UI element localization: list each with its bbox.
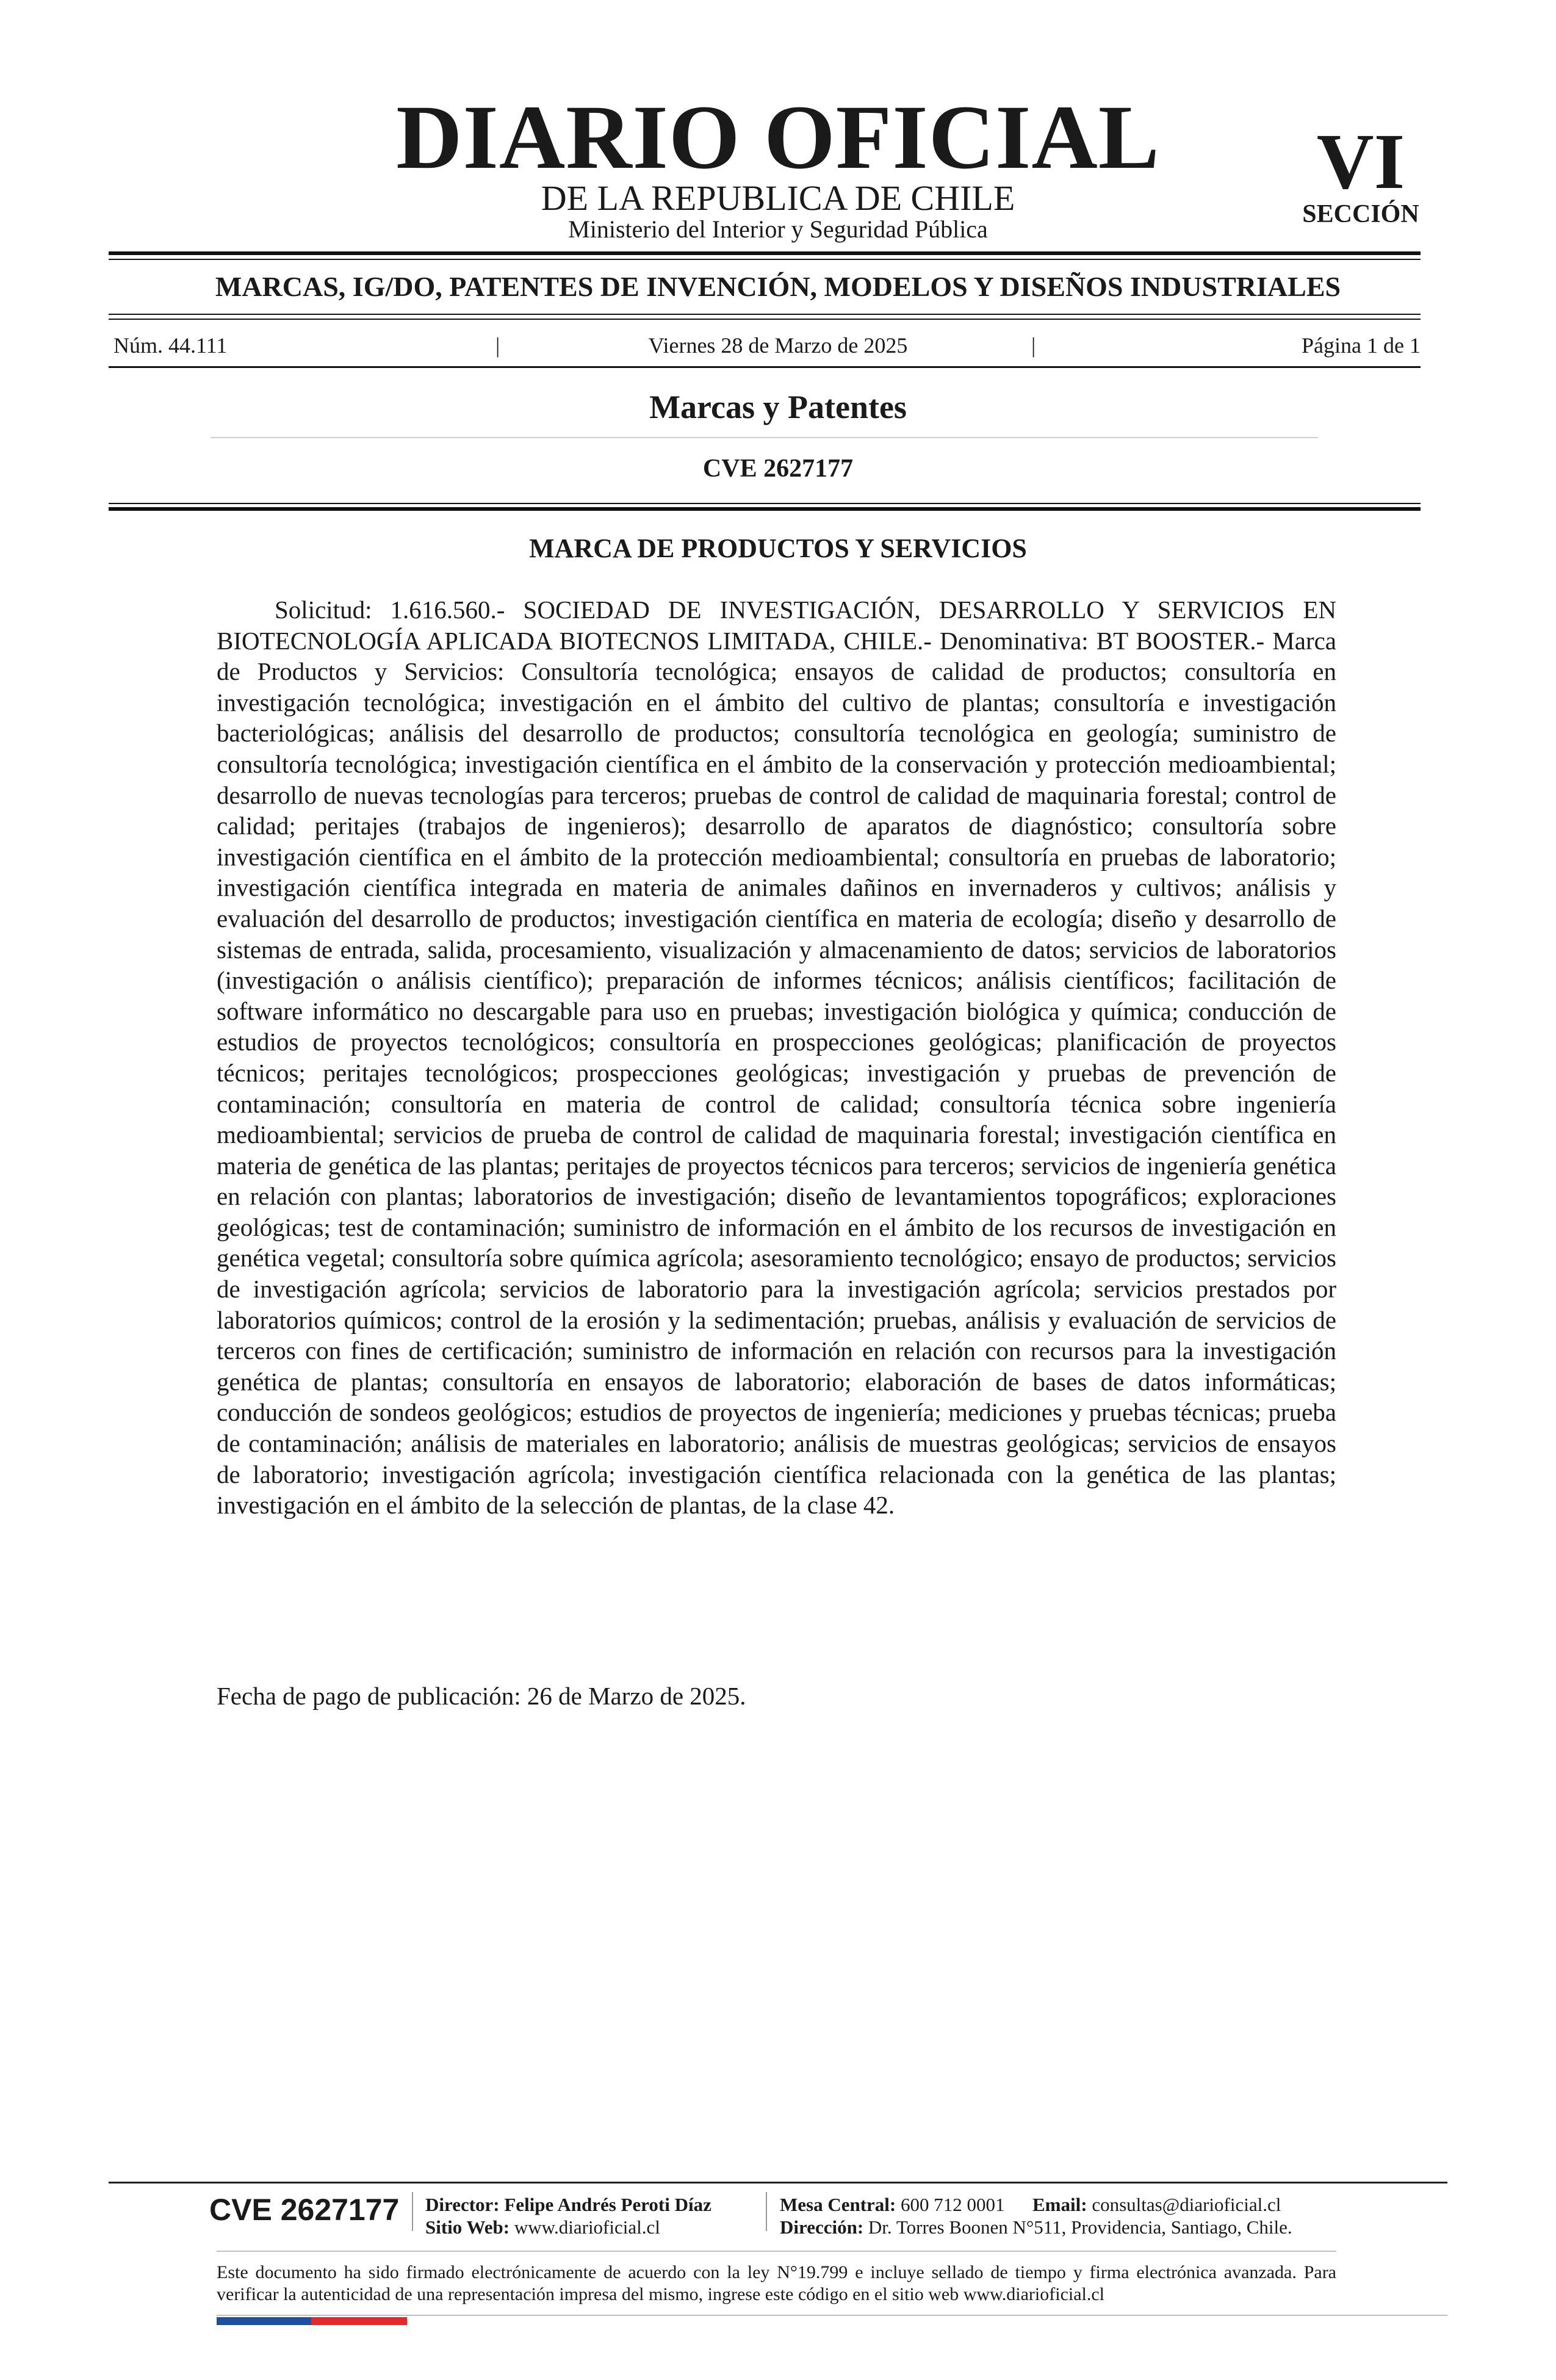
payment-date: Fecha de pago de publicación: 26 de Marzo de 2025.: [217, 1682, 746, 1710]
footer-contact: [780, 2193, 1281, 2216]
footer-separator: [217, 2251, 1336, 2252]
phone-number: 600 712 0001: [901, 2194, 1005, 2215]
category-heading: MARCAS, IG/DO, PATENTES DE INVENCIÓN, MODELOS Y DISEÑOS INDUSTRIALES: [215, 271, 1341, 302]
issue-date: Viernes 28 de Marzo de 2025: [648, 333, 908, 358]
masthead-title: DIARIO OFICIAL: [396, 87, 1160, 188]
flag-stripe-blue: [217, 2317, 311, 2325]
director-name: Felipe Andrés Peroti Díaz: [504, 2194, 711, 2215]
footer-cve-code: CVE 2627177: [209, 2193, 400, 2227]
section-label: SECCIÓN: [1302, 200, 1419, 228]
cve-rule-thin: [109, 503, 1421, 504]
cve-code: CVE 2627177: [702, 455, 854, 483]
section-title: Marcas y Patentes: [649, 389, 907, 425]
email-link[interactable]: consultas@diarioficial.cl: [1092, 2194, 1281, 2215]
section-number: VI: [1316, 118, 1405, 206]
address-text: Dr. Torres Boonen N°511, Providencia, Santiago, Chile.: [868, 2216, 1292, 2238]
masthead-ministry: Ministerio del Interior y Seguridad Pública: [568, 215, 988, 243]
document-body: Solicitud: 1.616.560.- SOCIEDAD DE INVESTIGACIÓN, DESARROLLO Y SERVICIOS EN BIOTECNOLOGÍA APLICADA BIOTECNOS LIMITADA, CHILE.- Denominativa: BT BOOSTER.- Marca de Productos y Servicios: Consultoría tecnológica; ensayos de calidad de productos; consultoría en investigación tecnológica; investigación en el ámbito del cultivo de plantas; consultoría e investigación bacteriológicas; análisis del desarrollo de productos; consultoría tecnológica en geología; suministro de consultoría tecnológica; investigación científica en el ámbito de la conservación y protección medioambiental; desarrollo de nuevas tecnologías para terceros; pruebas de control de calidad de maquinaria forestal; control de calidad; peritajes (trabajos de ingenieros); desarrollo de aparatos de diagnóstico; consultoría sobre investigación científica en el ámbito de la protección medioambiental; consultoría en pruebas de laboratorio; investigación científica integrada en materia de animales dañinos en invernaderos y cultivos; análisis y evaluación del desarrollo de productos; investigación científica en materia de ecología; diseño y desarrollo de sistemas de entrada, salida, procesamiento, visualización y almacenamiento de datos; servicios de laboratorios (investigación o análisis científico); preparación de informes técnicos; análisis científicos; facilitación de software informático no descargable para uso en pruebas; investigación biológica y química; conducción de estudios de proyectos tecnológicos; consultoría en prospecciones geológicas; planificación de proyectos técnicos; peritajes tecnológicos; prospecciones geológicas; investigación y pruebas de prevención de contaminación; consultoría en materia de control de calidad; consultoría técnica sobre ingeniería medioambiental; servicios de prueba de control de calidad de maquinaria forestal; investigación científica en materia de genética de las plantas; peritajes de proyectos técnicos para terceros; servicios de ingeniería genética en relación con plantas; laboratorios de investigación; diseño de levantamientos topográficos; exploraciones geológicas; test de contaminación; suministro de información en el ámbito de los recursos de investigación en genética vegetal; consultoría sobre química agrícola; asesoramiento tecnológico; ensayo de productos; servicios de investigación agrícola; servicios de laboratorio para la investigación agrícola; servicios prestados por laboratorios químicos; control de la erosión y la sedimentación; pruebas, análisis y evaluación de servicios de terceros con fines de certificación; suministro de información en relación con recursos para la investigación genética de plantas; consultoría en ensayos de laboratorio; elaboración de bases de datos informáticas; conducción de sondeos geológicos; estudios de proyectos de ingeniería; mediciones y pruebas técnicas; prueba de contaminación; análisis de materiales en laboratorio; análisis de muestras geológicas; servicios de ensayos de laboratorio; investigación agrícola; investigación científica relacionada con la genética de las plantas; investigación en el ámbito de la selección de plantas, de la clase 42.: [217, 596, 1336, 1520]
footer-rule: [109, 2182, 1447, 2183]
footer-bottom-rule: [217, 2315, 1447, 2316]
issue-separator: |: [495, 333, 500, 358]
address-label: Dirección:: [780, 2216, 864, 2238]
legal-notice: Este documento ha sido firmado electrónicamente de acuerdo con la ley N°19.799 e incluye sellado de tiempo y firma electrónica avanzada. Para verificar la autenticidad de una representación impresa del mismo, ingrese este código en el sitio web www.diarioficial.cl: [217, 2262, 1336, 2304]
document-type: MARCA DE PRODUCTOS Y SERVICIOS: [529, 533, 1027, 563]
website-link[interactable]: www.diarioficial.cl: [514, 2216, 660, 2238]
masthead-rule-thin: [109, 259, 1421, 260]
issue-page: Página 1 de 1: [1302, 333, 1421, 358]
footer-address: [780, 2216, 1292, 2238]
website-label: Sitio Web:: [425, 2216, 510, 2238]
email-label: Email:: [1032, 2194, 1087, 2215]
category-rule-bottom: [109, 319, 1421, 320]
footer-divider: [412, 2192, 413, 2231]
section-title-rule: [211, 437, 1318, 438]
issue-separator: |: [1031, 333, 1036, 358]
cve-rule-thick: [109, 507, 1421, 511]
director-label: Director:: [425, 2194, 500, 2215]
phone-label: Mesa Central:: [780, 2194, 896, 2215]
footer-director: [425, 2193, 711, 2216]
footer-divider: [766, 2192, 767, 2231]
flag-stripe-red: [311, 2317, 407, 2325]
masthead-rule-thick: [109, 251, 1421, 255]
masthead-subtitle: DE LA REPUBLICA DE CHILE: [541, 178, 1015, 218]
category-rule-top: [109, 314, 1421, 315]
issue-rule: [109, 366, 1421, 368]
issue-number: Núm. 44.111: [113, 333, 228, 358]
footer-website: [425, 2216, 660, 2238]
